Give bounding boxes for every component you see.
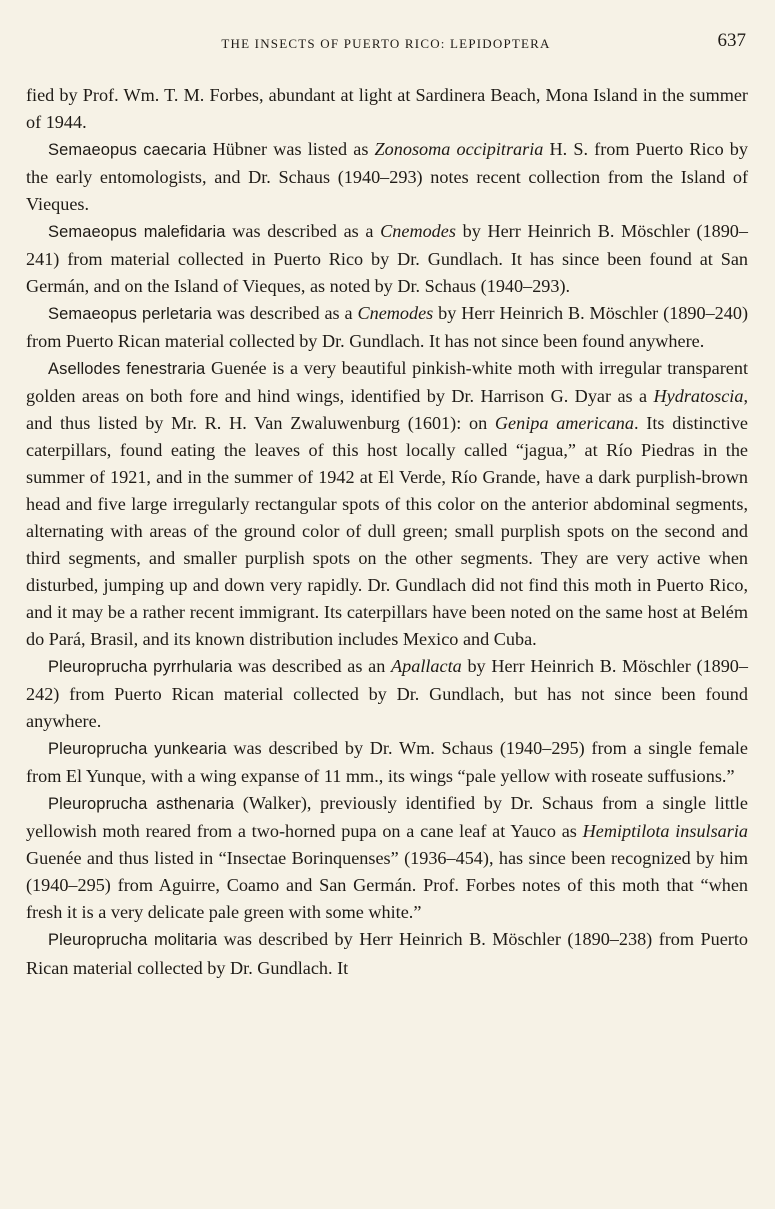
paragraph-text: by Herr Heinrich B. Möschler (1890–240) from Puerto Rican material collected by Dr. Gundlach. It has not since been found anywhere.: [26, 303, 748, 352]
page-number: 637: [717, 30, 746, 51]
paragraph-pleuroprucha-molitaria: [26, 926, 748, 981]
paragraph-semaeopus-caecaria: [26, 136, 748, 218]
italic-taxon: Cnemodes: [357, 303, 434, 324]
italic-taxon: Apallacta: [391, 656, 462, 677]
running-head: THE INSECTS OF PUERTO RICO: LEPIDOPTERA: [221, 36, 551, 51]
paragraph-semaeopus-perletaria: [26, 300, 748, 355]
paragraph-continuation: [26, 82, 748, 136]
page-header: [26, 30, 746, 60]
paragraph-text: Hübner was listed as: [206, 139, 375, 160]
paragraph-text: was described by Dr. Wm. Schaus (1940–295) from a single female from El Yunque, with a wing expanse of 11 mm., its wings “pale yellow with roseate suffusions.”: [26, 738, 748, 787]
paragraph-text: H. S. from Puerto Rico by the early entomologists, and Dr. Schaus (1940–293) notes recent collection from the Island of Vieques.: [26, 139, 748, 215]
paragraph-text: , and thus listed by Mr. R. H. Van Zwaluwenburg (1601): on: [26, 386, 748, 434]
paragraph-text: by Herr Heinrich B. Möschler (1890–241) from material collected in Puerto Rico by Dr. Gundlach. It has since been found at San Germán, and on the Island of Vieques, as noted by Dr. Schaus (1940–293).: [26, 221, 748, 297]
species-name: Pleuroprucha molitaria: [48, 931, 218, 950]
paragraph-text: (Walker), previously identified by Dr. Schaus from a single little yellowish moth reared from a two-horned pupa on a cane leaf at Yauco as: [26, 793, 748, 842]
species-name: Semaeopus caecaria: [48, 141, 207, 160]
paragraph-text: was described as a: [211, 303, 358, 324]
paragraph-text: was described by Herr Heinrich B. Möschler (1890–238) from Puerto Rican material collected by Dr. Gundlach. It: [26, 929, 748, 978]
paragraph-text: fied by Prof. Wm. T. M. Forbes, abundant at light at Sardinera Beach, Mona Island in the summer of 1944.: [26, 85, 748, 133]
paragraph-pleuroprucha-asthenaria: [26, 790, 748, 926]
species-name: Semaeopus malefidaria: [48, 223, 226, 242]
paragraph-pleuroprucha-pyrrhularia: [26, 653, 748, 735]
species-name: Pleuroprucha pyrrhularia: [48, 658, 233, 677]
italic-taxon: Genipa americana: [494, 413, 634, 434]
italic-taxon: Hydratoscia: [653, 386, 744, 407]
paragraph-pleuroprucha-yunkearia: [26, 735, 748, 790]
italic-taxon: Hemiptilota insulsaria: [582, 821, 749, 842]
italic-taxon: Zonosoma occipitraria: [374, 139, 544, 160]
species-name: Asellodes fenestraria: [48, 360, 206, 379]
species-name: Semaeopus perletaria: [48, 305, 212, 324]
paragraph-asellodes-fenestraria: [26, 355, 748, 653]
paragraph-text: . Its distinctive caterpillars, found eating the leaves of this host locally called “jagua,” at Río Piedras in the summer of 1921, and in the summer of 1942 at El Verde, Río Grande, have a dark purplish-brown head and five large irregularly rectangular spots of this color on the anterior abdominal segments, alternating with areas of the ground color of dull green; small purplish spots on the second and third segments, and smaller purplish spots on the other segments. They are very active when disturbed, jumping up and down very rapidly. Dr. Gundlach did not find this moth in Puerto Rico, and it may be a rather recent immigrant. Its caterpillars have been noted on the same host at Belém do Pará, Brasil, and its known distribution includes Mexico and Cuba.: [26, 413, 748, 650]
paragraph-text: by Herr Heinrich B. Möschler (1890–242) from Puerto Rican material collected by Dr. Gundlach, but has not since been found anywhere.: [26, 656, 748, 732]
paragraph-semaeopus-malefidaria: [26, 218, 748, 300]
body-text: [26, 82, 748, 982]
italic-taxon: Cnemodes: [380, 221, 456, 242]
paragraph-text: Guenée is a very beautiful pinkish-white moth with irregular transparent golden areas on both fore and hind wings, identified by Dr. Harrison G. Dyar as a: [26, 358, 748, 407]
paragraph-text: was described as a: [225, 221, 381, 242]
paragraph-text: Guenée and thus listed in “Insectae Borinquenses” (1936–454), has since been recognized by him (1940–295) from Aguirre, Coamo and San Germán. Prof. Forbes notes of this moth that “when fresh it is a very delicate pale green with some white.”: [26, 848, 748, 923]
paragraph-text: was described as an: [232, 656, 392, 677]
species-name: Pleuroprucha asthenaria: [48, 795, 235, 814]
species-name: Pleuroprucha yunkearia: [48, 740, 227, 759]
